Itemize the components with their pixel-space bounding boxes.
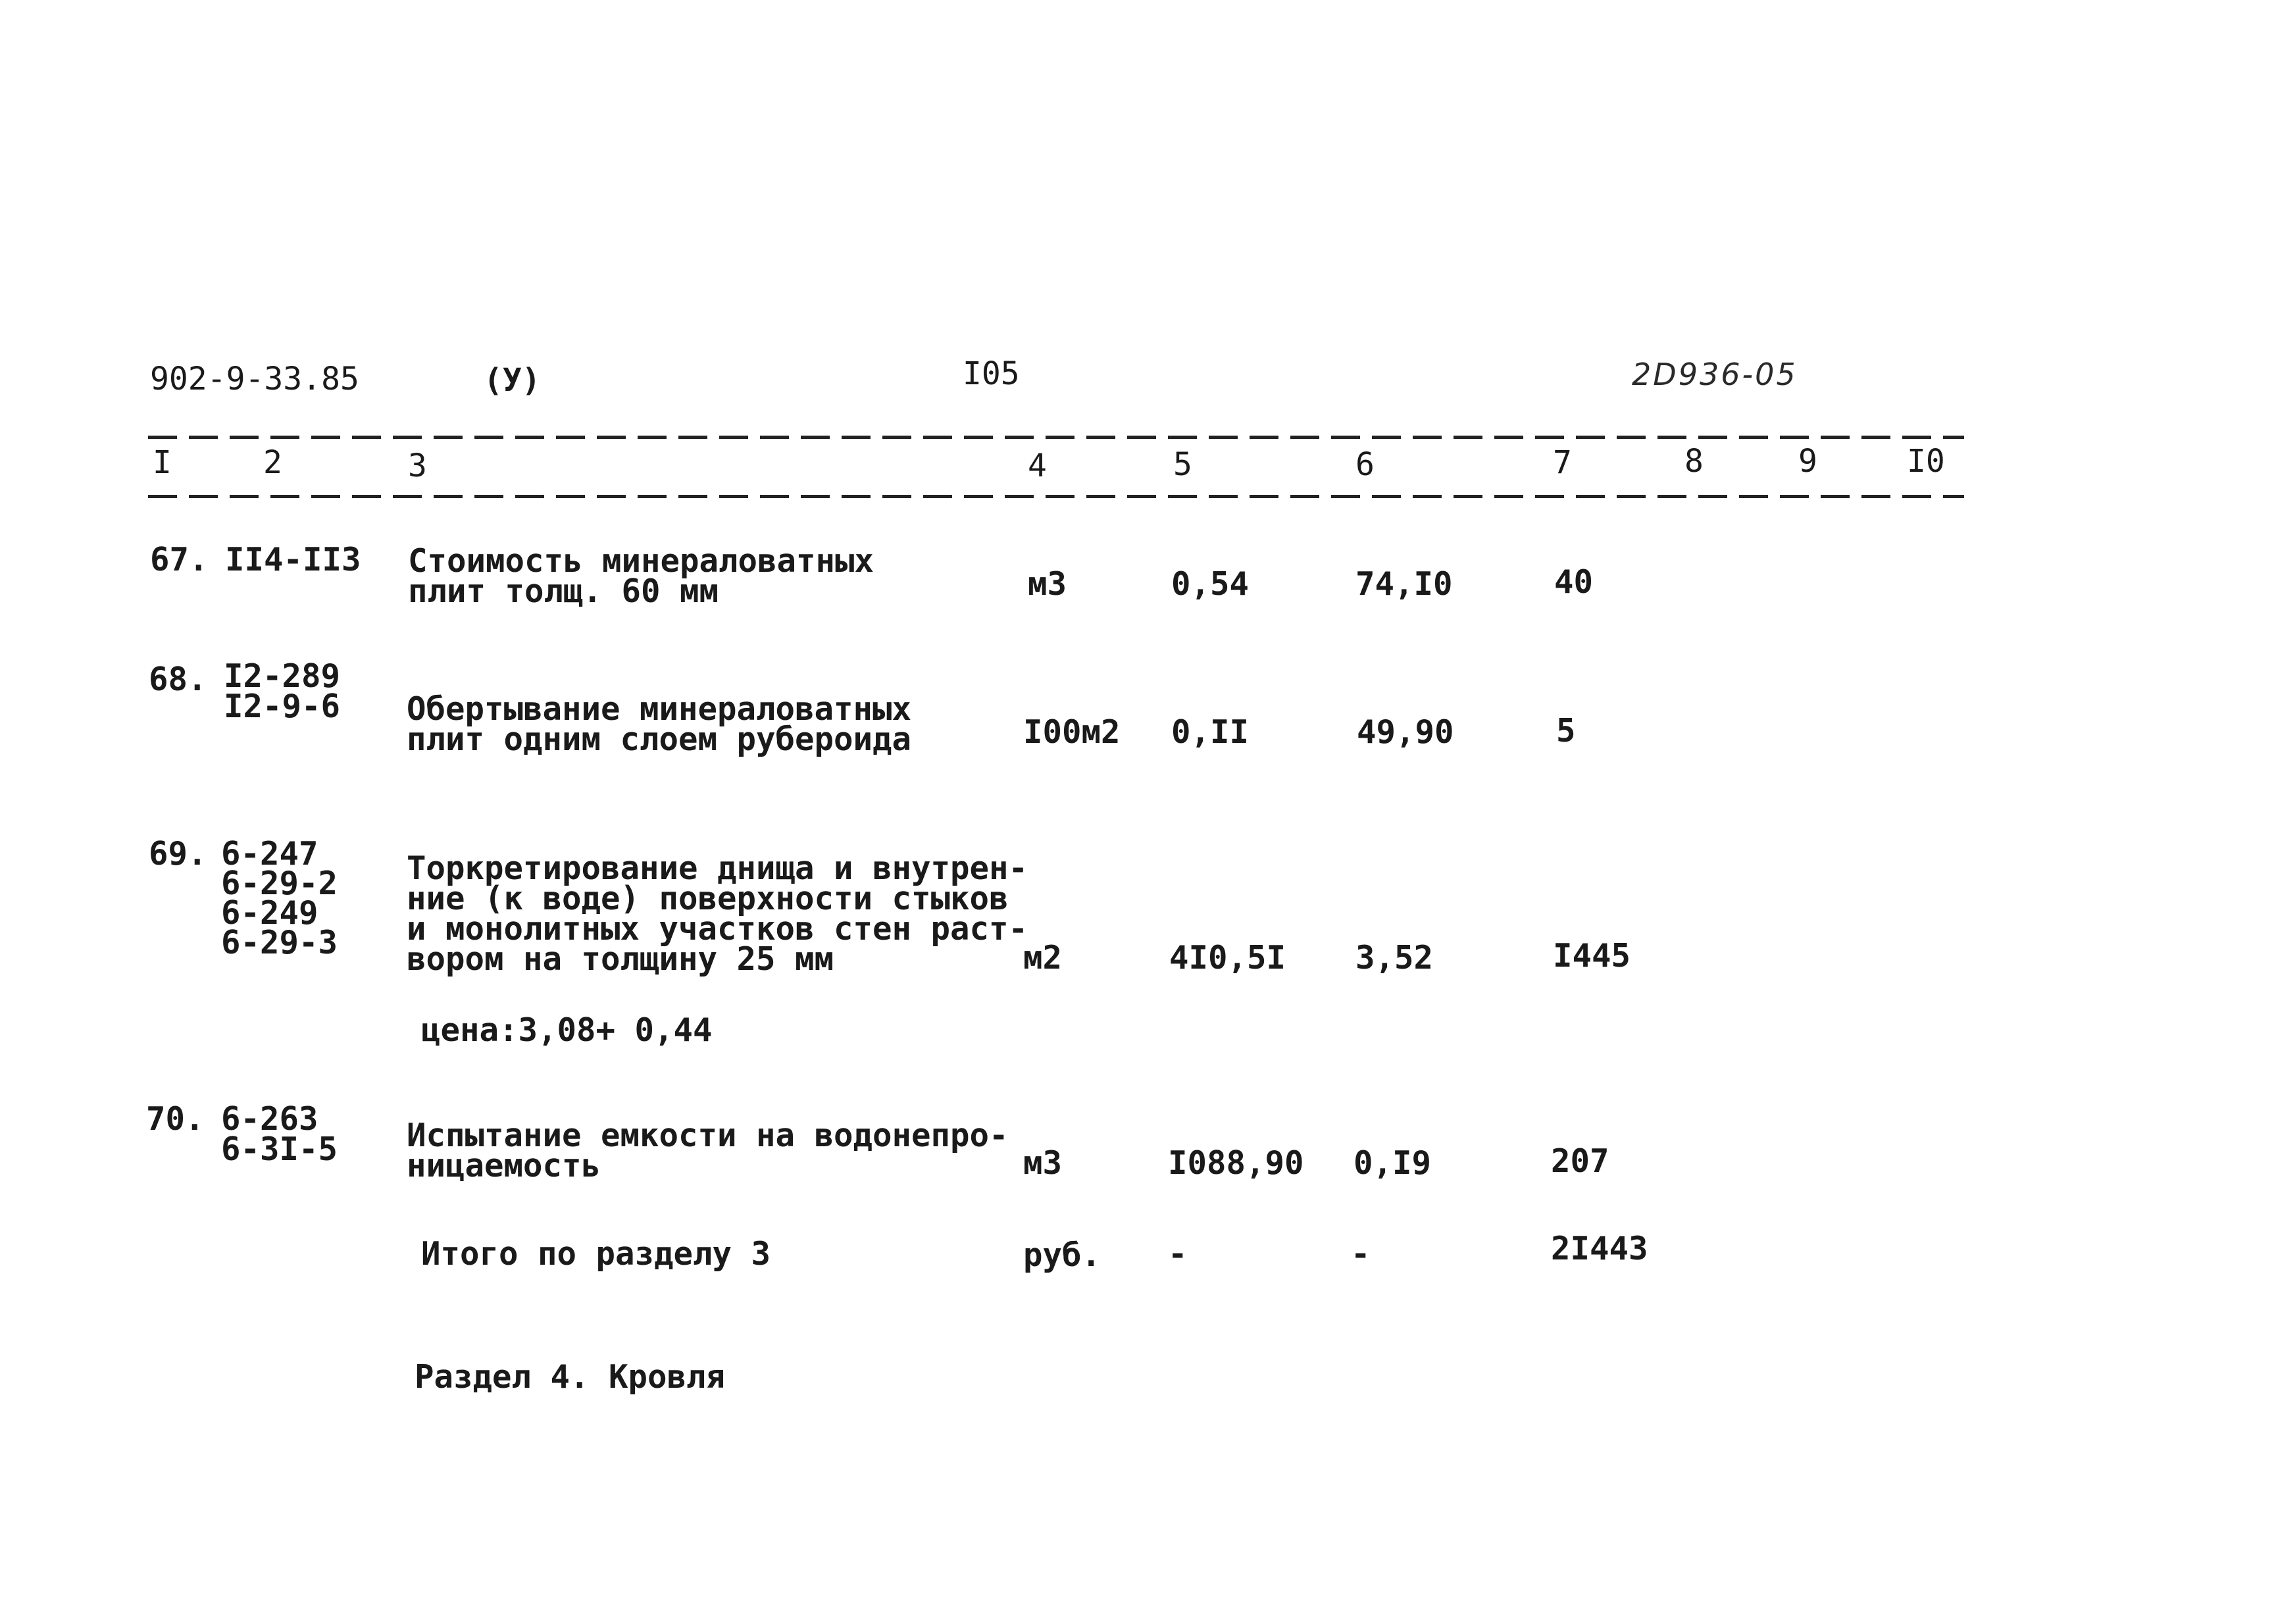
price-note: цена:3,08+ 0,44 — [421, 1011, 713, 1049]
header-dash-bottom — [148, 495, 1964, 498]
row-quantity: 0,54 — [1171, 565, 1250, 603]
section-total-unit: руб. — [1023, 1236, 1101, 1274]
row-unit-price: 3,52 — [1355, 939, 1434, 977]
variant-mark: (У) — [484, 362, 541, 399]
section-total-price: - — [1351, 1235, 1371, 1273]
row-num: 70. — [146, 1100, 205, 1138]
row-unit-price: 49,90 — [1357, 713, 1454, 751]
row-unit-price: 74,I0 — [1355, 565, 1453, 603]
row-num: 69. — [149, 835, 207, 873]
row-quantity: I088,90 — [1168, 1144, 1304, 1182]
row-total: 5 — [1556, 712, 1576, 749]
row-codes: II4-II3 — [225, 541, 361, 578]
col-6: 6 — [1355, 446, 1375, 483]
header-dash-top — [148, 436, 1964, 439]
next-section-heading: Раздел 4. Кровля — [415, 1358, 726, 1396]
col-2: 2 — [263, 444, 282, 481]
row-unit: м3 — [1023, 1144, 1063, 1182]
col-7: 7 — [1553, 444, 1572, 481]
col-5: 5 — [1173, 446, 1192, 483]
row-unit: I00м2 — [1023, 713, 1121, 751]
row-codes: 6-247 6-29-2 6-249 6-29-3 — [221, 835, 338, 961]
row-codes: I2-289 I2-9-6 — [224, 657, 341, 725]
document-code: 902-9-33.85 — [150, 361, 359, 397]
col-4: 4 — [1028, 447, 1047, 484]
stamp-code: 2D936-05 — [1632, 357, 1798, 392]
row-description: Обертывание минераловатных плит одним слоем рубероида — [407, 690, 912, 758]
section-total-qty: - — [1168, 1235, 1188, 1273]
section-total-value: 2I443 — [1551, 1230, 1648, 1267]
col-8: 8 — [1684, 443, 1704, 480]
col-10: I0 — [1907, 443, 1945, 480]
row-total: 40 — [1554, 563, 1594, 601]
row-unit: м3 — [1028, 565, 1067, 603]
row-num: 67. — [150, 541, 209, 578]
row-quantity: 0,II — [1171, 713, 1250, 751]
row-total: I445 — [1553, 937, 1631, 975]
row-unit-price: 0,I9 — [1353, 1144, 1432, 1182]
row-description: Испытание емкости на водонепро- ницаемость — [407, 1117, 1009, 1184]
row-total: 207 — [1551, 1142, 1609, 1180]
col-1: I — [153, 444, 172, 481]
row-unit: м2 — [1023, 939, 1063, 977]
section-total-label: Итого по разделу 3 — [421, 1235, 771, 1273]
row-codes: 6-263 6-3I-5 — [221, 1100, 338, 1168]
col-3: 3 — [408, 447, 427, 484]
row-quantity: 4I0,5I — [1169, 939, 1286, 977]
page-number: I05 — [963, 355, 1020, 392]
row-description: Стоимость минераловатных плит толщ. 60 мм — [408, 542, 874, 610]
row-description: Торкретирование днища и внутрен- ние (к воде) поверхности стыков и монолитных участков стен раст- вором на толщину 25 мм — [407, 850, 1028, 978]
col-9: 9 — [1798, 443, 1817, 480]
row-num: 68. — [149, 661, 207, 698]
